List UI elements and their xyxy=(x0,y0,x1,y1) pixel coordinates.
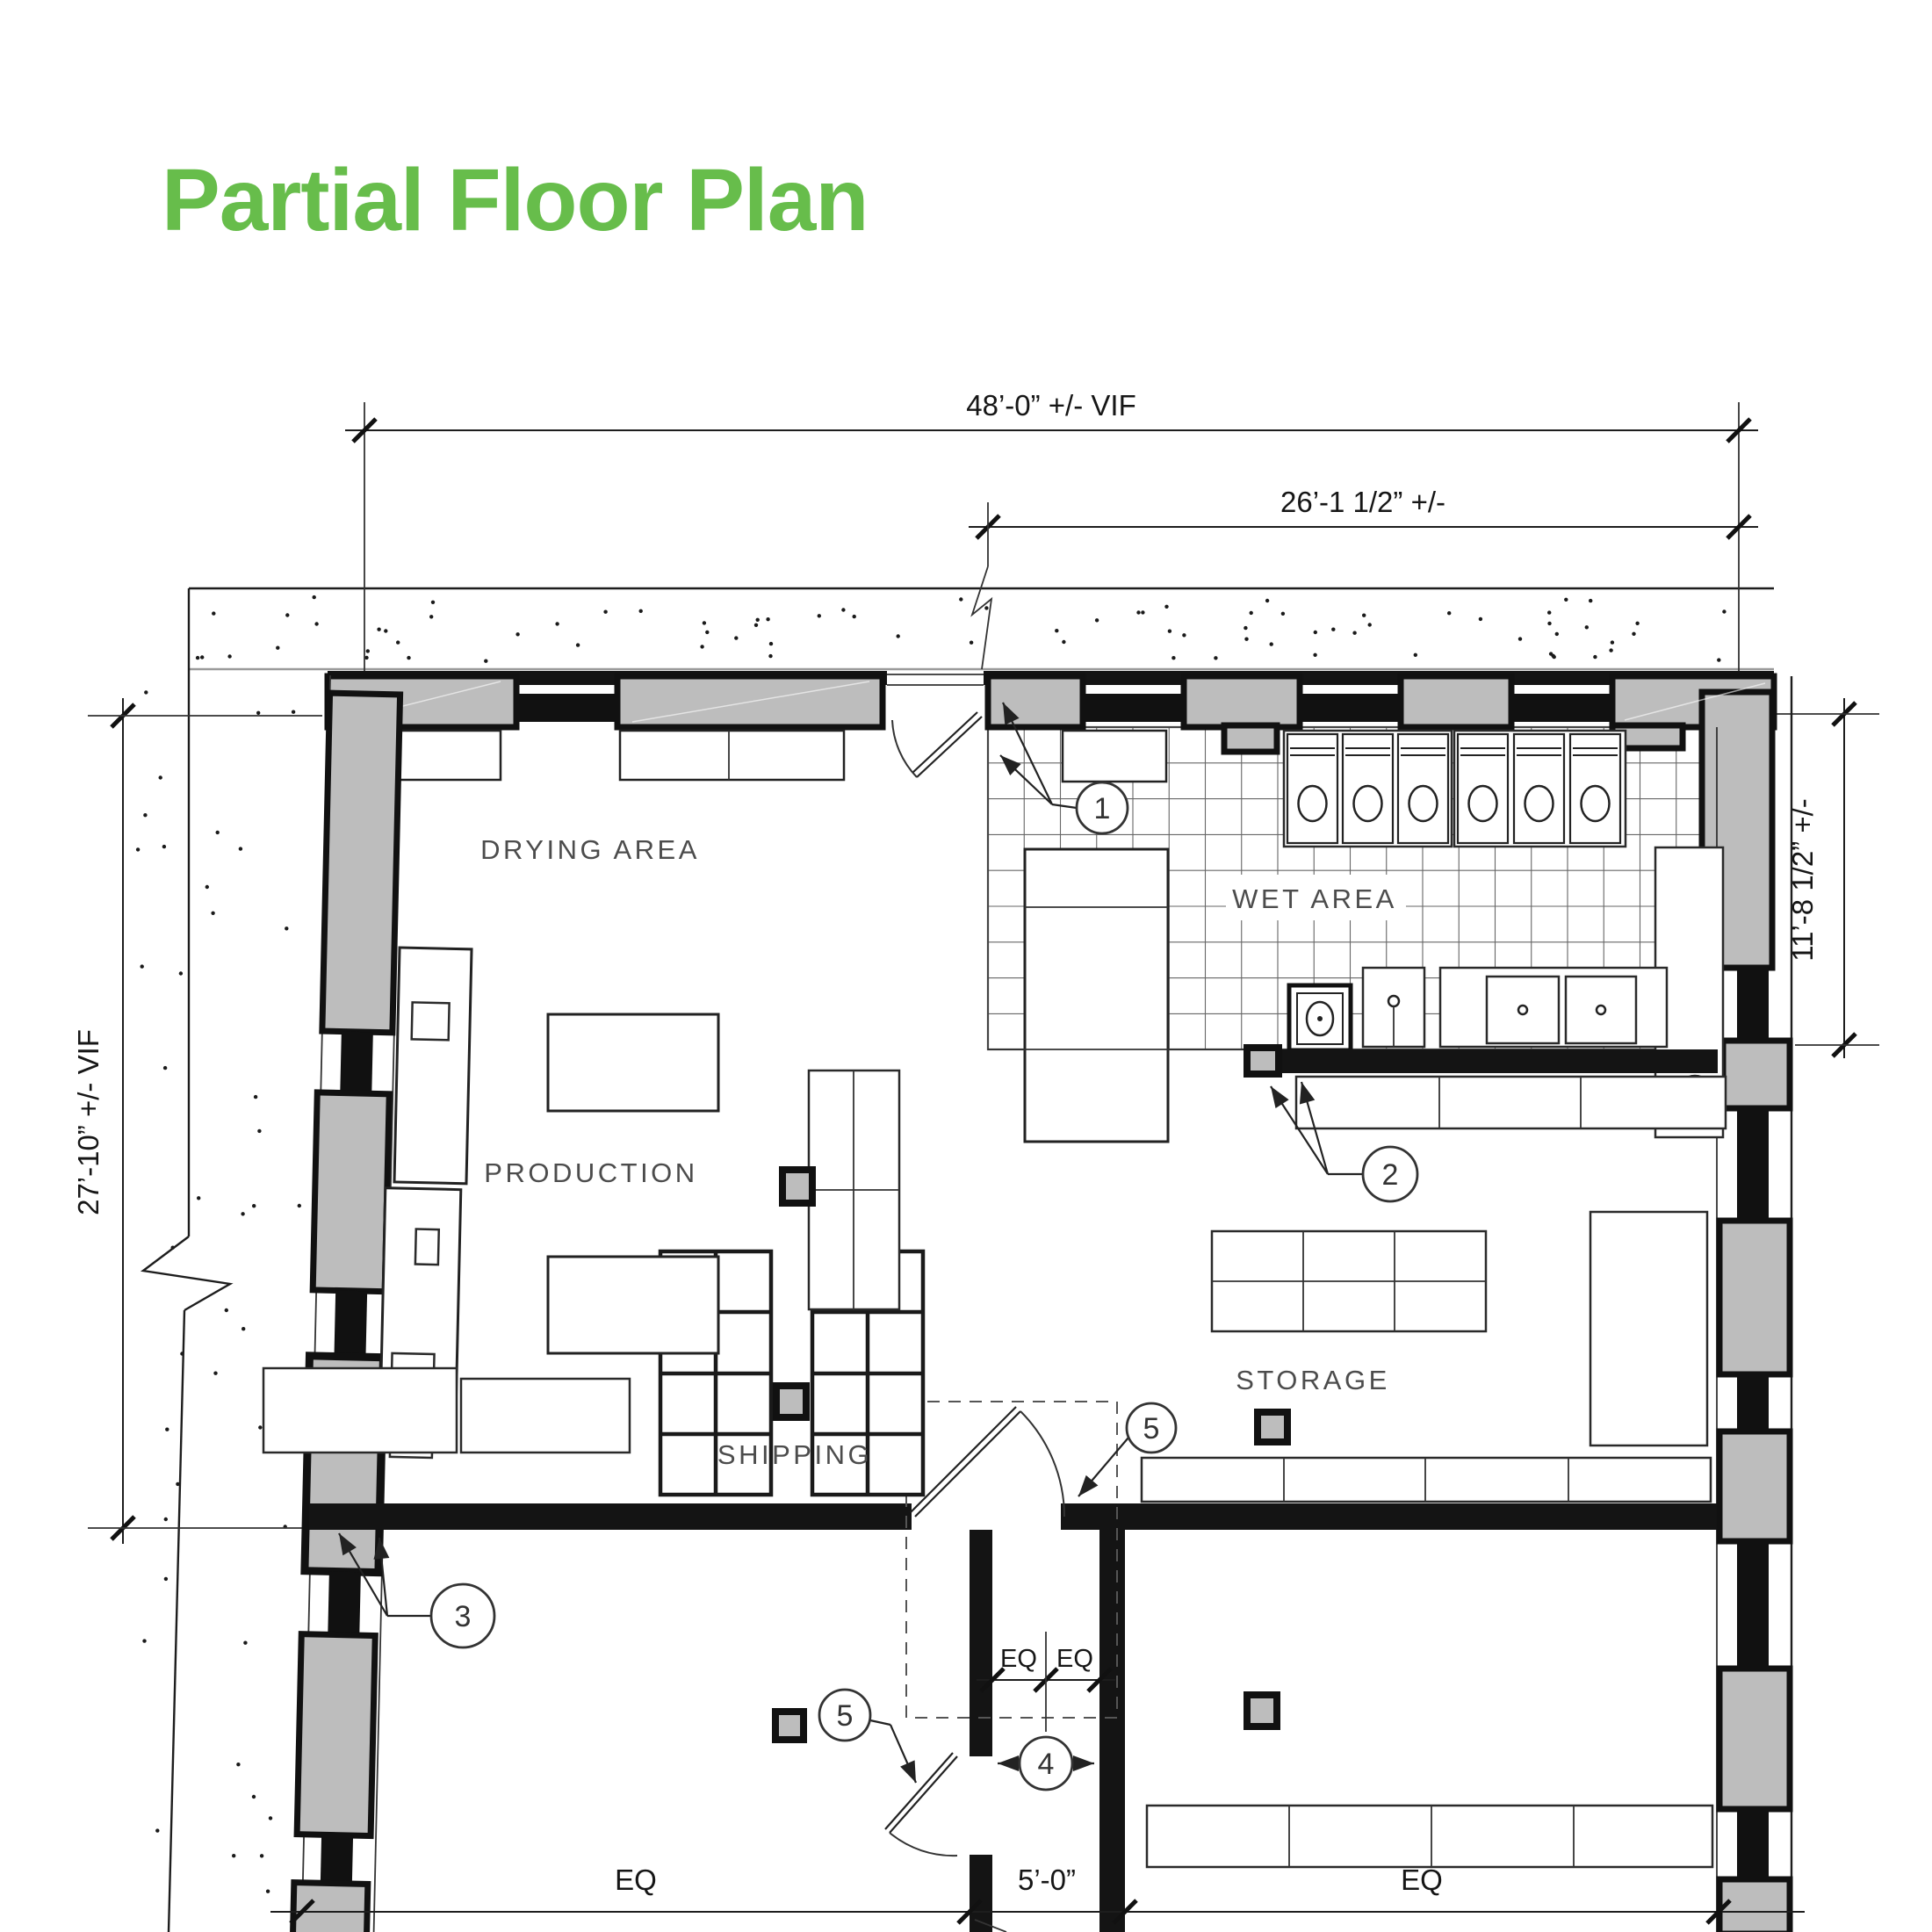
window-sill-bench xyxy=(620,731,844,780)
concrete-stipple-left xyxy=(136,690,301,1918)
column-marker xyxy=(1247,1695,1277,1727)
callout-5-lower-number: 5 xyxy=(836,1699,854,1733)
storage-shelf-south xyxy=(1142,1458,1711,1502)
room-label-storage: STORAGE xyxy=(1236,1365,1390,1395)
lower-room-shelf xyxy=(1147,1806,1712,1867)
callout-4-number: 4 xyxy=(1037,1748,1055,1781)
corridor-eq-right-text: EQ xyxy=(1056,1645,1093,1673)
callout-4 xyxy=(998,1737,1094,1790)
corridor-eq-left-text: EQ xyxy=(1000,1645,1037,1673)
column-marker xyxy=(776,1386,806,1417)
wet-area-table xyxy=(1025,849,1168,1142)
callout-5-upper-number: 5 xyxy=(1143,1412,1160,1445)
break-line-left xyxy=(143,1236,230,1310)
window-sill-bench xyxy=(386,731,501,780)
column-marker xyxy=(1258,1412,1287,1442)
dim-right-height-text: 11’-8 1/2” +/- xyxy=(1786,798,1819,962)
storage-shelf-north xyxy=(1296,1077,1726,1128)
break-line-extension xyxy=(972,566,991,669)
dimension-bottom xyxy=(270,1864,1805,1923)
wet-counter-left xyxy=(1063,731,1166,782)
column-marker xyxy=(782,1170,812,1203)
door-swing-top xyxy=(892,720,917,777)
room-label-wet: WET AREA xyxy=(1232,883,1397,914)
bottom-eq-right-text: EQ xyxy=(1401,1864,1443,1896)
callout-3-number: 3 xyxy=(454,1600,472,1633)
room-label-production: PRODUCTION xyxy=(484,1157,698,1188)
callout-5-lower xyxy=(819,1690,916,1783)
dim-wet-width-text: 26’-1 1/2” +/- xyxy=(1280,486,1446,518)
production-table xyxy=(548,1014,718,1111)
shipping-box xyxy=(263,1368,457,1453)
storage-fixtures xyxy=(1142,1077,1726,1502)
bottom-eq-left-text: EQ xyxy=(615,1864,657,1896)
dim-left-height-text: 27’-10” +/- VIF xyxy=(72,1029,105,1215)
bottom-door-width-text: 5’-0” xyxy=(1017,1864,1077,1896)
workbench-upper xyxy=(394,948,472,1184)
column-marker xyxy=(1247,1048,1279,1074)
column-marker xyxy=(775,1712,804,1740)
wall-west xyxy=(292,675,478,1932)
storage-table xyxy=(1590,1212,1707,1445)
shipping-box xyxy=(461,1379,630,1453)
dim-overall-width-text: 48’-0” +/- VIF xyxy=(966,389,1136,422)
production-table xyxy=(548,1257,718,1353)
dimension-overall-width xyxy=(345,389,1758,676)
callout-2-number: 2 xyxy=(1381,1158,1399,1192)
wet-area-south-wall xyxy=(1279,1049,1718,1073)
dimension-wet-width xyxy=(969,486,1758,669)
dimension-corridor-eq xyxy=(977,1632,1115,1732)
door-swing-corridor-lower xyxy=(890,1833,957,1856)
corner-column-left xyxy=(322,693,400,1033)
concrete-stipple-top xyxy=(196,595,1727,663)
room-label-shipping: SHIPPING xyxy=(717,1439,873,1470)
door-swing-corridor-upper xyxy=(1020,1411,1064,1517)
callout-1-number: 1 xyxy=(1093,792,1111,825)
room-label-drying: DRYING AREA xyxy=(480,834,700,865)
page-title: Partial Floor Plan xyxy=(162,151,869,249)
